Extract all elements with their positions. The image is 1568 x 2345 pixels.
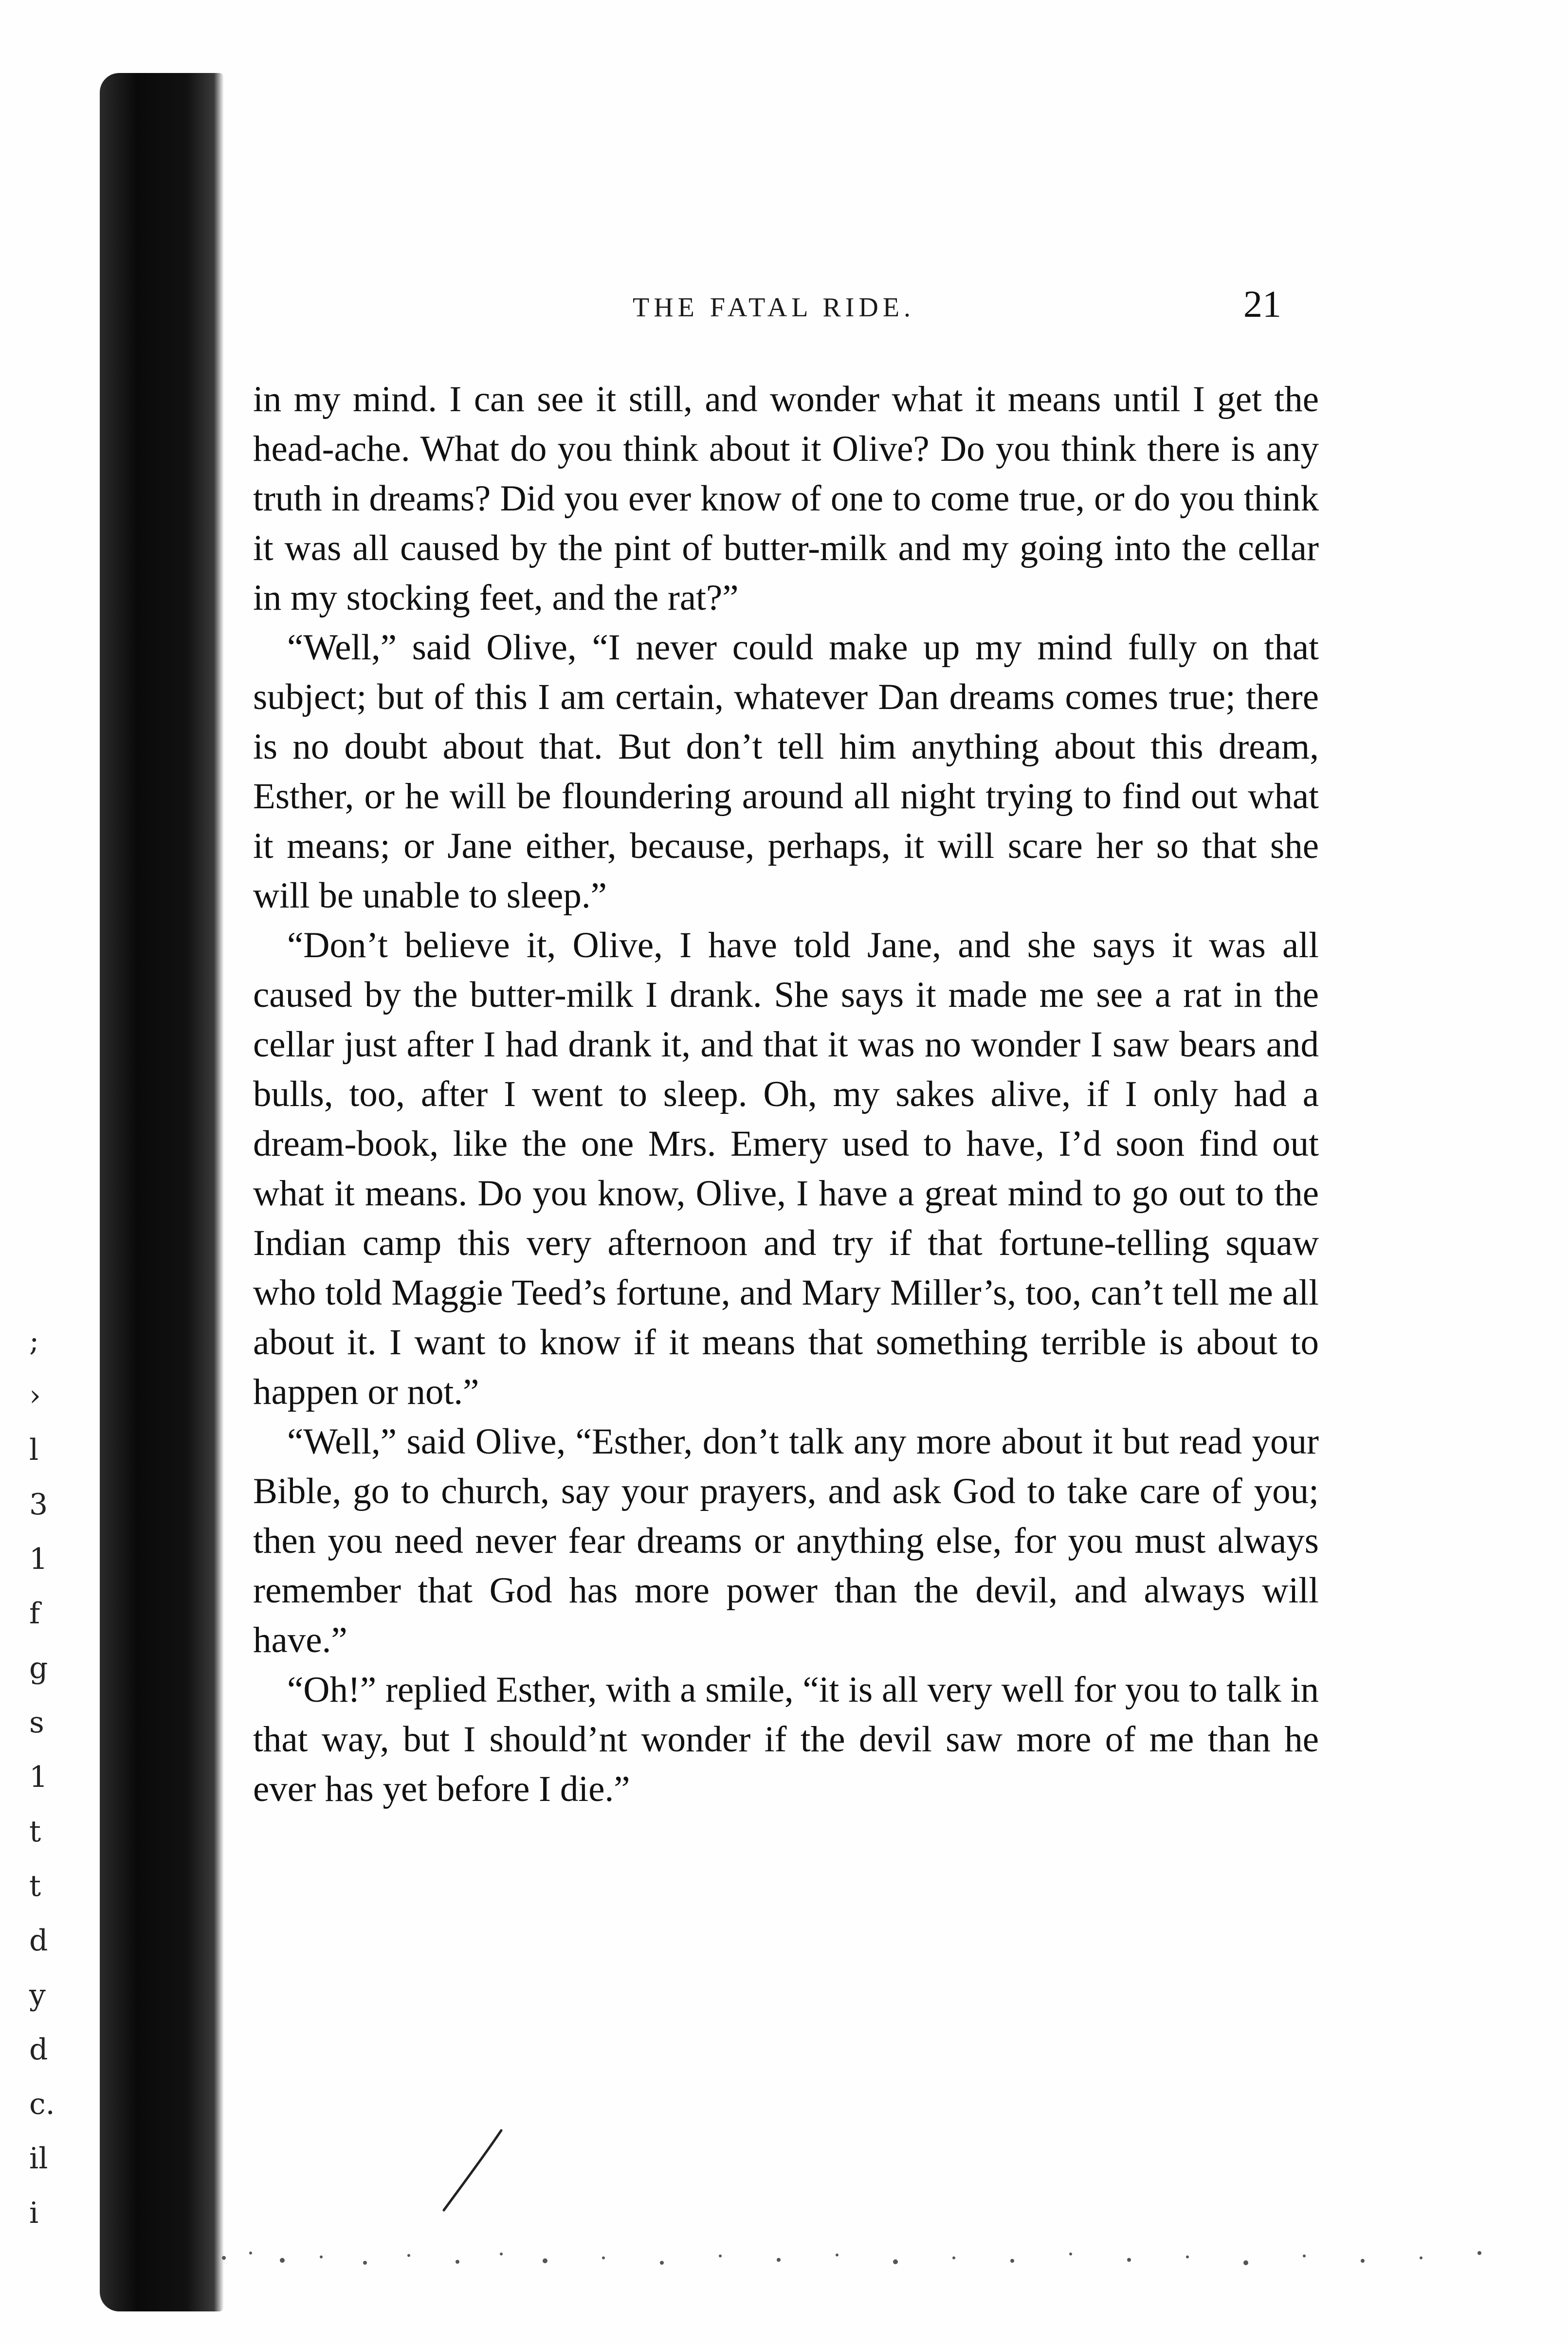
paragraph: “Don’t believe it, Olive, I have told Jane, and she says it was all caused by the butter-milk I drank. She says it made me see a rat in the cellar just after I had drank it, and that it was no wonder I saw bears and bulls, too, after I went to sleep. Oh, my sakes alive, if I only had a dream-book, like the one Mrs. Emery used to have, I’d soon find out what it means. Do you know, Olive, I have a great mind to go out to the Indian camp this very afternoon and try if that fortune-telling squaw who told Maggie Teed’s fortune, and Mary Miller’s, too, can’t tell me all about it. I want to know if it means that something terrible is about to happen or not.” <box>253 925 1319 1412</box>
fragment-char: 1 <box>29 1760 48 1794</box>
fragment-char: t <box>29 1815 41 1849</box>
fragment-char: f <box>29 1597 40 1631</box>
pencil-stroke-mark <box>438 2127 506 2214</box>
fragment-char: s <box>29 1706 44 1740</box>
facing-page-fragments <box>29 1314 68 2240</box>
fragment-char: › <box>29 1379 41 1413</box>
fragment-char: c. <box>29 2087 55 2121</box>
fragment-char: d <box>29 1924 48 1958</box>
scan-speckle-noise <box>204 2219 1518 2277</box>
fragment-char: i <box>29 2196 39 2230</box>
body-text <box>253 375 1319 1814</box>
fragment-char: y <box>29 1978 46 2012</box>
fragment-char: t <box>29 1869 41 1903</box>
fragment-char: l <box>29 1433 39 1467</box>
paragraph: in my mind. I can see it still, and wonder what it means until I get the head-ache. What do you think about it Olive? Do you think there is any truth in dreams? Did you ever know of one to come true, or do you think it was all caused by the pint of butter-milk and my going into the cellar in my stocking feet, and the rat?” <box>253 379 1319 618</box>
binding-edge <box>100 73 224 2311</box>
fragment-char: g <box>29 1651 48 1685</box>
running-title: THE FATAL RIDE. <box>633 292 915 323</box>
paragraph: “Well,” said Olive, “I never could make up my mind fully on that subject; but of this I am certain, whatever Dan dreams comes true; there is no doubt about that. But don’t tell him anything about this dream, Esther, or he will be floundering around all night trying to find out what it means; or Jane either, because, perhaps, it will scare her so that she will be unable to sleep.” <box>253 627 1319 916</box>
fragment-char: il <box>29 2142 48 2176</box>
page-number: 21 <box>1243 283 1281 325</box>
fragment-char: ; <box>29 1324 39 1358</box>
paragraph: “Oh!” replied Esther, with a smile, “it is all very well for you to talk in that way, but I should’nt wonder if the devil saw more of me than he ever has yet before I die.” <box>253 1670 1319 1809</box>
paragraph: “Well,” said Olive, “Esther, don’t talk any more about it but read your Bible, go to church, say your prayers, and ask God to take care of you; then you need never fear dreams or anything else, for you must always remember that God has more power than the devil, and always will have.” <box>253 1421 1319 1660</box>
fragment-char: 3 <box>29 1488 48 1522</box>
fragment-char: d <box>29 2033 48 2067</box>
fragment-char: 1 <box>29 1542 48 1576</box>
